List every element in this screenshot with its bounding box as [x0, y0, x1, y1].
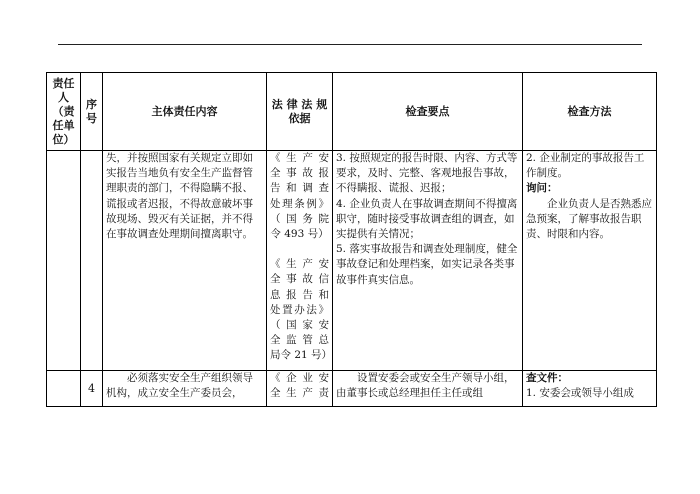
responsible-cell	[47, 371, 81, 407]
header-rule	[58, 44, 642, 45]
method-cell: 2. 企业制定的事故报告工作制度。 询问： 企业负责人是否熟悉应急预案，了解事故报告职责、时限和内容。	[523, 151, 657, 371]
header-law: 法 律 法 规 依据	[267, 73, 333, 151]
content-cell: 失，并按照国家有关规定立即如实报告当地负有安全生产监督管理职责的部门，不得隐瞒不报、谎报或者迟报，不得故意破坏事故现场、毁灭有关证据，并不得在事故调查处理期间擅离职守。	[103, 151, 267, 371]
header-responsible: 责任 人 （责 任单 位）	[47, 73, 81, 151]
table-row	[47, 151, 657, 371]
responsible-cell	[47, 151, 81, 371]
inspection-table	[46, 72, 657, 407]
seq-cell	[81, 151, 103, 371]
law-cell: 《企业安 全生产责	[267, 371, 333, 407]
content-cell: 必须落实安全生产组织领导机构，成立安全生产委员会，	[103, 371, 267, 407]
header-method: 检查方法	[523, 73, 657, 151]
header-seq: 序 号	[81, 73, 103, 151]
header-content: 主体责任内容	[103, 73, 267, 151]
table-row	[47, 371, 657, 407]
table-header-row	[47, 73, 657, 151]
seq-cell: 4	[81, 371, 103, 407]
checkpoints-cell: 设置安委会或安全生产领导小组，由董事长或总经理担任主任或组	[333, 371, 523, 407]
method-cell: 查文件： 1. 安委会或领导小组成	[523, 371, 657, 407]
law-cell: 《生产安 全事故报 告和调查 处理条例》 （国务院 令 493 号） 《生产安 全事故信 息报告和 处置办法》 （国家安 全监管总 局令 21 号）	[267, 151, 333, 371]
header-checkpoints: 检查要点	[333, 73, 523, 151]
checkpoints-cell: 3. 按照规定的报告时限、内容、方式等要求，及时、完整、客观地报告事故，不得瞒报、谎报、迟报； 4. 企业负责人在事故调查期间不得擅离职守，随时接受事故调查组的调查，如实提供有关情况； 5. 落实事故报告和调查处理制度，健全事故登记和处理档案，如实记录各类事故事件真实信息。	[333, 151, 523, 371]
